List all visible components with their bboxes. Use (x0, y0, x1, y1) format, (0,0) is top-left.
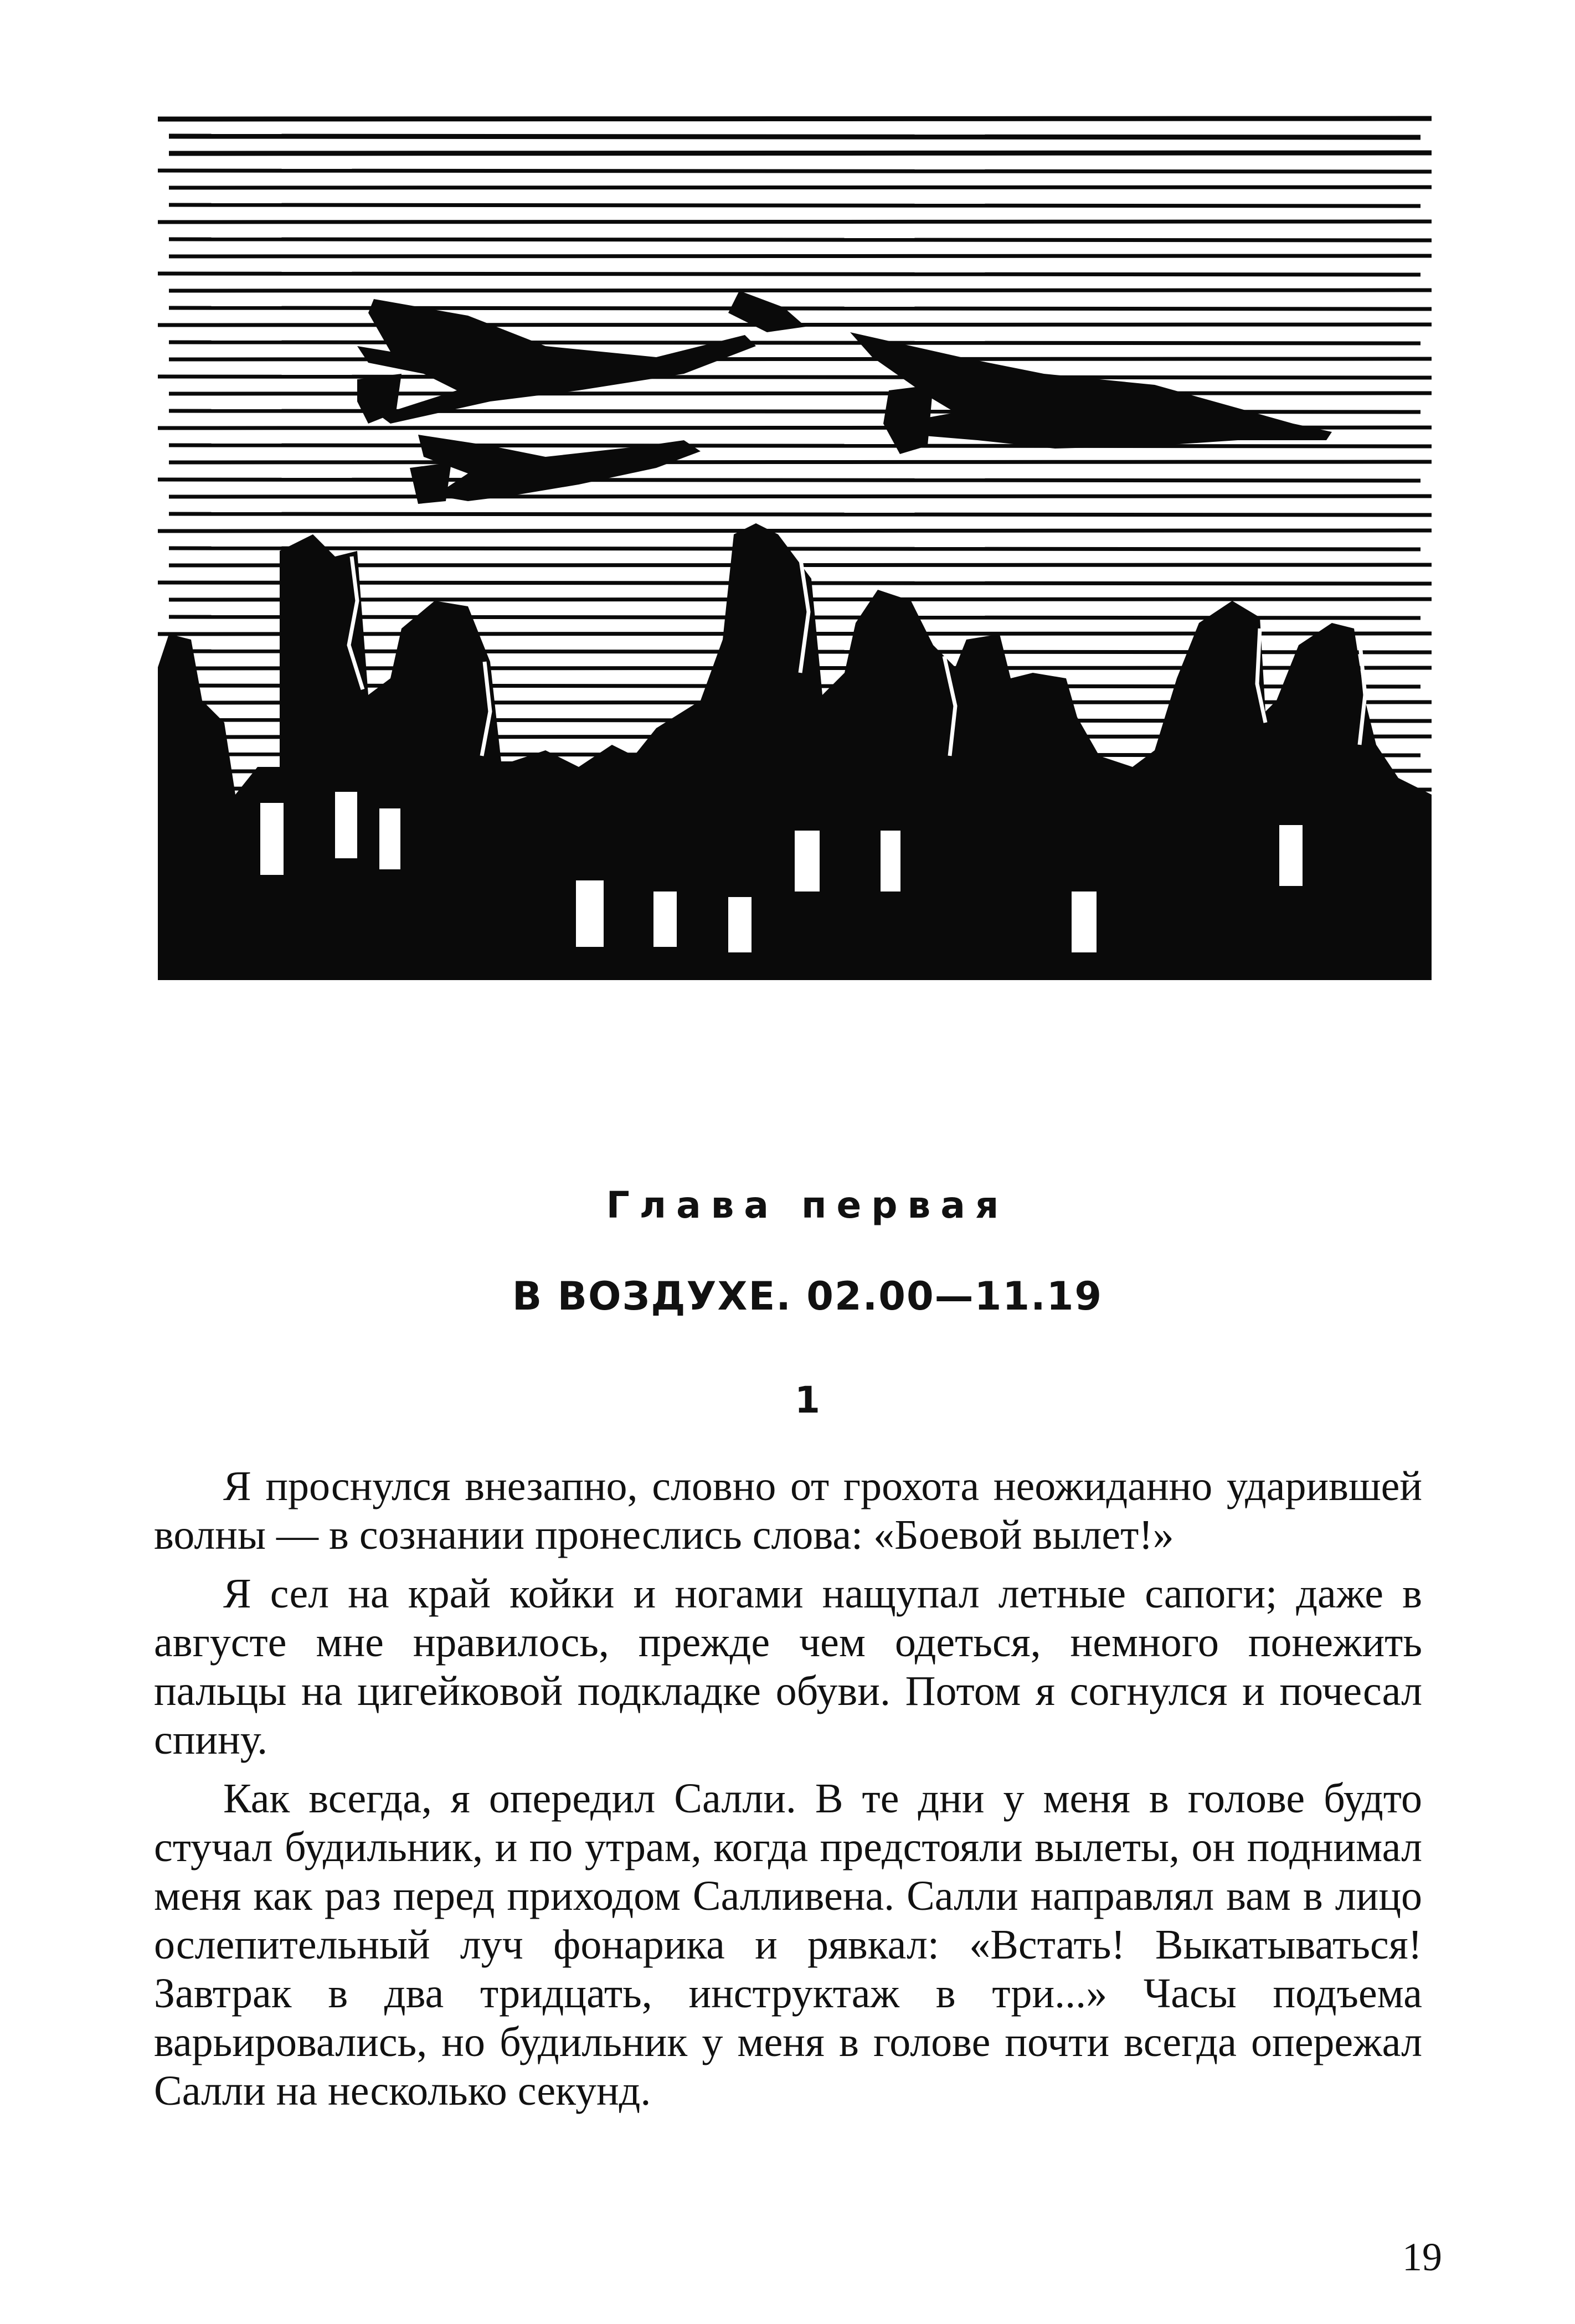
sky-line (158, 530, 1432, 531)
sky-line (158, 221, 1432, 222)
bomber-plane (357, 299, 756, 424)
sky-line (158, 480, 1420, 481)
paragraph: Я проснулся внезапно, словно от грохота неожиданно ударившей волны — в сознании пронеслись слова: «Боевой вылет!» (154, 1463, 1422, 1558)
window (878, 828, 903, 894)
window (792, 828, 822, 894)
sky-line (169, 308, 1432, 309)
sky-line (158, 171, 1432, 172)
window (258, 800, 286, 878)
chapter-title: В ВОЗДУХЕ. 02.00—11.19 (512, 1274, 1103, 1319)
sky-line (169, 445, 1432, 446)
sky-line (169, 496, 1432, 497)
window (1069, 889, 1099, 955)
sky-line (169, 239, 1432, 240)
sky-line (169, 205, 1420, 206)
page-number: 19 (1402, 2235, 1442, 2279)
ruined-city-silhouette (158, 523, 1432, 980)
bomber-plane (883, 385, 933, 454)
sky-line (158, 274, 1420, 275)
sky-line (169, 290, 1432, 291)
section-number: 1 (795, 1379, 820, 1421)
sky-line (158, 118, 1432, 119)
sky-line (169, 548, 1420, 549)
sky-line (158, 377, 1432, 378)
sky-line (169, 187, 1432, 188)
window (1277, 822, 1305, 889)
illustration-bombers-over-ruins (158, 114, 1432, 980)
chapter-label: Глава первая (606, 1184, 1009, 1227)
paragraph: Как всегда, я опередил Салли. В те дни у меня в голове будто стучал будильник, и по утрам, когда предстояли вылеты, он поднимал меня как раз перед приходом Салливена. Салли направлял вам в лицо ослепительный луч фонарика и рявкал: «Встать! Выкатываться! Завтрак в два тридцать, инструктаж в три...» Часы подъема варьировались, но будильник у меня в голове почти всегда опережал Салли на несколько секунд. (154, 1775, 1422, 2114)
window (377, 806, 403, 872)
body-text (154, 1462, 1422, 2125)
window (332, 789, 360, 861)
sky-line (169, 514, 1432, 515)
sky-line (169, 342, 1420, 343)
window (725, 894, 754, 955)
paragraph: Я сел на край койки и ногами нащупал летные сапоги; даже в августе мне нравилось, прежде чем одеться, немного понежить пальцы на цигейковой подкладке обуви. Потом я согнулся и почесал спину. (154, 1570, 1422, 1763)
window (651, 889, 680, 950)
window (573, 878, 606, 950)
sky-line (169, 136, 1420, 137)
